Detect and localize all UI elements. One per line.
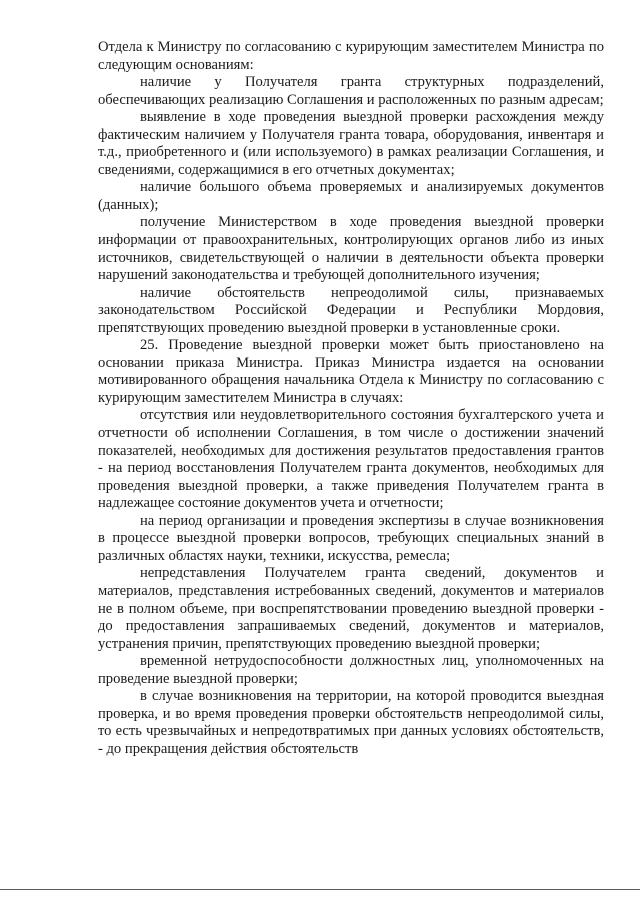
paragraph-item-25: 25. Проведение выездной проверки может быть приостановлено на основании приказа Министра. Приказ Министра издается на основании мотивированного обращения начальника Отдела к Министру по согласованию с курирующим заместителем Министра в случаях: bbox=[98, 337, 604, 406]
paragraph-discrepancy: выявление в ходе проведения выездной проверки расхождения между фактическим наличием у Получателя гранта товара, оборудования, инвентаря и т.д., приобретенного и (или используемого) в рамках реализации Соглашения, и сведениями, содержащимися в его отчетных документах; bbox=[98, 109, 604, 178]
paragraph-accounting-absence: отсутствия или неудовлетворительного состояния бухгалтерского учета и отчетности об исполнении Соглашения, в том числе о достижении значений показателей, необходимых для достижения результатов предоставления грантов - на период восстановления Получателем гранта документов, необходимых для проведения выездной проверки, а также приведения Получателем гранта в надлежащее состояние документов учета и отчетности; bbox=[98, 407, 604, 512]
paragraph-territory-force-majeure: в случае возникновения на территории, на которой проводится выездная проверка, и во время проведения проверки обстоятельств непреодолимой силы, то есть чрезвычайных и непредотвратимых при данных условиях обстоятельств, - до прекращения действия обстоятельств bbox=[98, 688, 604, 757]
paragraph-non-submission: непредставления Получателем гранта сведений, документов и материалов, представления истребованных сведений, документов и материалов не в полном объеме, при воспрепятствовании проведению выездной проверки - до предоставления запрашиваемых сведений, документов и материалов, устранения причин, препятствующих проведению выездной проверки; bbox=[98, 565, 604, 652]
paragraph-force-majeure: наличие обстоятельств непреодолимой силы, признаваемых законодательством Российской Федерации и Республики Мордовия, препятствующих проведению выездной проверки в установленные сроки. bbox=[98, 284, 604, 336]
paragraph-structural-divisions: наличие у Получателя гранта структурных подразделений, обеспечивающих реализацию Соглашения и расположенных по разным адресам; bbox=[98, 74, 604, 108]
page-bottom-rule bbox=[0, 889, 640, 890]
paragraph-expertise: на период организации и проведения экспертизы в случае возникновения в процессе выездной проверки вопросов, требующих специальных знаний в различных областях науки, техники, искусства, ремесла; bbox=[98, 512, 604, 564]
document-body bbox=[98, 39, 604, 758]
paragraph-temporary-disability: временной нетрудоспособности должностных лиц, уполномоченных на проведение выездной проверки; bbox=[98, 653, 604, 687]
paragraph-continuation: Отдела к Министру по согласованию с курирующим заместителем Министра по следующим основаниям: bbox=[98, 39, 604, 73]
paragraph-large-volume: наличие большого объема проверяемых и анализируемых документов (данных); bbox=[98, 179, 604, 213]
paragraph-law-enforcement-info: получение Министерством в ходе проведения выездной проверки информации от правоохранительных, контролирующих органов либо из иных источников, свидетельствующей о наличии в деятельности объекта проверки нарушений законодательства и требующей дополнительного изучения; bbox=[98, 214, 604, 284]
